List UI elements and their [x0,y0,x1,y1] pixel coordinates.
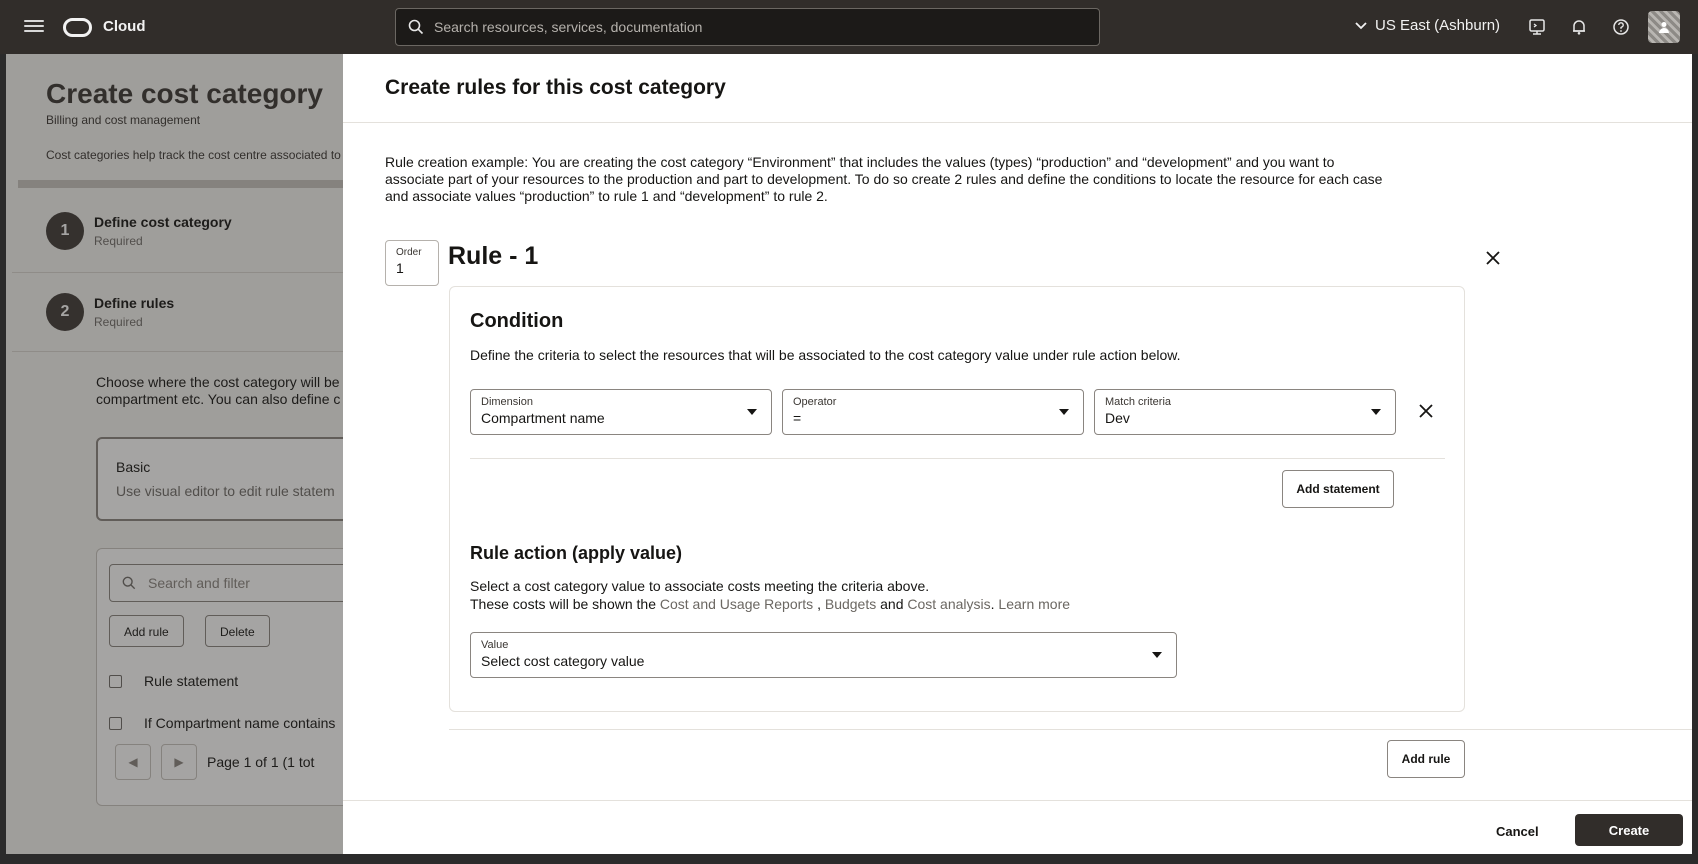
menu-icon[interactable] [24,17,44,35]
add-rule-button[interactable]: Add rule [1387,740,1465,778]
remove-rule-button[interactable] [1483,248,1503,268]
chevron-right-icon: ▶ [174,755,184,769]
rule-action-heading: Rule action (apply value) [470,543,683,563]
cloud-shell-button[interactable] [1521,11,1553,43]
step-status: Required [94,315,143,329]
row-statement: If Compartment name contains [144,715,336,731]
learn-more-link[interactable]: Learn more [998,596,1071,612]
cost-category-value-select[interactable] [470,632,1177,678]
global-search-input[interactable] [434,9,1084,45]
caret-down-icon [1371,409,1381,415]
instructions-line: Choose where the cost category will be [96,374,340,390]
dimension-value: Compartment name [481,410,605,426]
search-placeholder: Search and filter [148,575,250,591]
text: These costs will be shown the [470,596,660,612]
step-title: Define cost category [94,214,232,230]
remove-statement-button[interactable] [1416,401,1436,421]
option-title: Basic [116,459,151,475]
budgets-link[interactable]: Budgets [824,596,877,612]
rule-card [449,286,1465,712]
close-icon [1419,404,1433,418]
rule-example-text: Rule creation example: You are creating the cost category “Environment” that includes the values (types) “production” and “development” and you want to associate part of your resources to the production and part to development. To do so create 2 rules and define the conditions to locate the resource for each case and associate values “production” to rule 1 and “development” to rule 2. [385,154,1383,204]
text: . [990,596,999,612]
add-rule-button[interactable]: Add rule [109,615,184,647]
action-line-2 [470,595,1070,613]
add-statement-button[interactable]: Add statement [1282,470,1394,508]
close-icon [1486,251,1500,265]
page-status: Page 1 of 1 (1 tot [207,754,315,770]
page-title: Create cost category [46,78,324,109]
operator-label: Operator [793,396,837,408]
option-description: Use visual editor to edit rule statem [116,483,335,499]
search-icon [408,19,424,35]
help-button[interactable] [1605,11,1637,43]
region-label: US East (Ashburn) [1375,17,1501,34]
operator-value: = [793,410,802,426]
avatar[interactable] [1648,11,1680,43]
create-rules-panel [343,54,1692,854]
cost-analysis-link[interactable]: Cost analysis [907,596,991,612]
condition-heading: Condition [470,310,564,332]
notifications-button[interactable] [1563,11,1595,43]
operator-select[interactable] [782,389,1084,435]
rule-action-description [470,577,1070,613]
chevron-down-icon [1355,22,1367,30]
user-icon [1657,20,1671,34]
order-label: Order [396,247,422,258]
match-criteria-select[interactable] [1094,389,1396,435]
step-number: 2 [46,293,84,331]
step-number: 1 [46,212,84,250]
caret-down-icon [1059,409,1069,415]
column-header: Rule statement [144,673,239,689]
rule-title: Rule - 1 [448,242,539,270]
page-description: Cost categories help track the cost centre associated to [46,148,341,162]
rule-order-field[interactable] [385,240,439,286]
caret-down-icon [747,409,757,415]
page-subtitle: Billing and cost management [46,113,201,127]
value-label: Value [481,639,509,651]
top-navigation-bar [0,0,1698,54]
bell-icon [1570,18,1588,36]
dimension-label: Dimension [481,396,533,408]
cost-usage-reports-link[interactable]: Cost and Usage Reports [659,596,814,612]
cloud-shell-icon [1528,18,1546,36]
divider [449,729,1692,730]
divider [343,122,1692,123]
logo-icon[interactable] [63,18,92,37]
region-selector[interactable] [1355,17,1500,34]
text: , [813,596,825,612]
brand-name[interactable]: Cloud [103,18,146,35]
order-value: 1 [396,260,404,276]
action-line-1: Select a cost category value to associate costs meeting the criteria above. [470,578,930,594]
delete-button[interactable]: Delete [205,615,270,647]
help-icon [1612,18,1630,36]
match-criteria-value: Dev [1105,410,1130,426]
condition-description: Define the criteria to select the resources that will be associated to the cost category value under rule action below. [470,347,1181,363]
global-search[interactable] [395,8,1100,46]
match-criteria-label: Match criteria [1105,396,1172,408]
instructions-line: compartment etc. You can also define c [96,391,341,407]
create-button[interactable]: Create [1575,814,1683,846]
chevron-left-icon: ◀ [128,755,138,769]
cancel-button[interactable]: Cancel [1496,824,1539,839]
dimension-select[interactable] [470,389,772,435]
divider [343,800,1692,801]
step-title: Define rules [94,295,175,311]
text: and [876,596,908,612]
panel-title: Create rules for this cost category [385,76,726,99]
divider [470,458,1445,459]
caret-down-icon [1152,652,1162,658]
value-placeholder: Select cost category value [481,653,645,669]
step-status: Required [94,234,143,248]
